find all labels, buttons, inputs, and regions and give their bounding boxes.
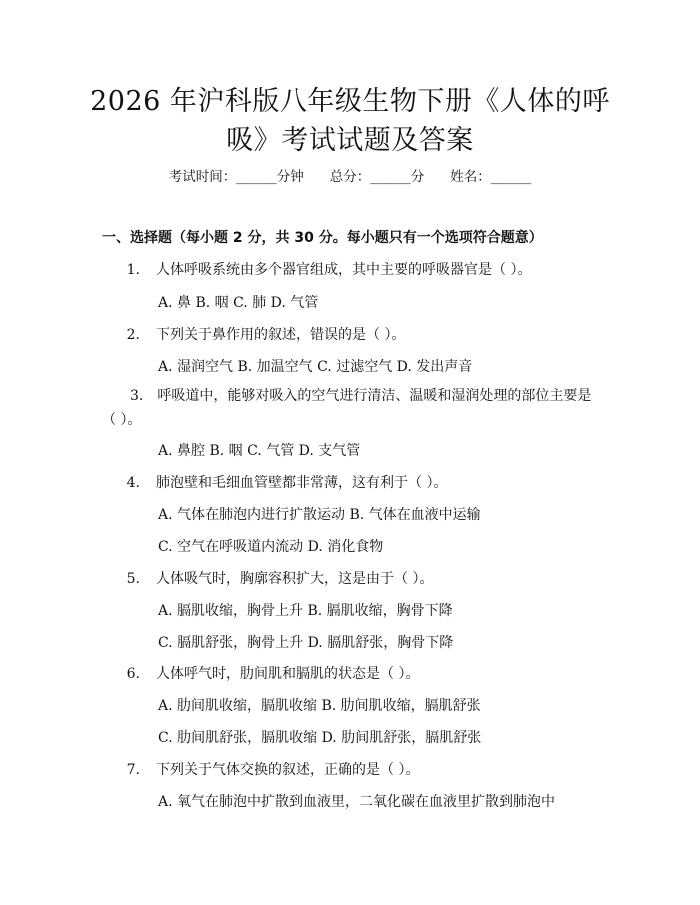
question-7 [100,759,600,781]
question-6 [100,663,600,685]
question-5 [100,568,600,590]
question-text: 呼吸道中，能够对吸入的空气进行清洁、温暖和湿润处理的部位主要是（ ）。 [102,388,592,428]
page-title-line-2: 吸》考试试题及答案 [226,125,474,156]
question-text: 人体呼气时，肋间肌和膈肌的状态是（ ）。 [156,666,420,682]
exam-time-label: 考试时间：______分钟 [168,169,304,185]
question-text: 人体呼吸系统由多个器官组成，其中主要的呼吸器官是（ ）。 [156,262,532,278]
exam-meta [0,166,700,188]
question-text: 下列关于鼻作用的叙述，错误的是（ ）。 [156,327,406,343]
student-name-label: 姓名：______ [450,169,532,185]
question-4-options-line-1: A. 气体在肺泡内进行扩散运动 B. 气体在血液中运输 [158,507,481,523]
question-1 [100,259,600,281]
total-score-label: 总分：______分 [329,169,425,185]
question-7-options-line-1: A. 氧气在肺泡中扩散到血液里，二氧化碳在血液里扩散到肺泡中 [158,794,556,810]
question-3-options: A. 鼻腔 B. 咽 C. 气管 D. 支气管 [158,443,361,459]
question-4-options-line-2: C. 空气在呼吸道内流动 D. 消化食物 [158,539,384,555]
question-6-options-line-1: A. 肋间肌收缩，膈肌收缩 B. 肋间肌收缩，膈肌舒张 [158,698,481,714]
question-text: 下列关于气体交换的叙述，正确的是（ ）。 [156,762,420,778]
question-2-options: A. 湿润空气 B. 加温空气 C. 过滤空气 D. 发出声音 [158,359,473,375]
question-3 [102,384,600,432]
question-2 [100,324,600,346]
question-text: 肺泡壁和毛细血管壁都非常薄，这有利于（ ）。 [156,475,448,491]
question-number: 4. [126,475,140,491]
section-heading-multiple-choice: 一、选择题（每小题 2 分，共 30 分。每小题只有一个选项符合题意） [102,230,543,246]
page-title-line-1: 2026 年沪科版八年级生物下册《人体的呼 [90,86,610,117]
question-text: 人体吸气时，胸廓容积扩大，这是由于（ ）。 [156,571,434,587]
question-number: 6. [126,666,140,682]
question-6-options-line-2: C. 肋间肌舒张，膈肌收缩 D. 肋间肌舒张，膈肌舒张 [158,730,482,746]
question-number: 7. [126,762,140,778]
question-number: 3. [130,388,144,404]
question-5-options-line-1: A. 膈肌收缩，胸骨上升 B. 膈肌收缩，胸骨下降 [158,603,453,619]
question-1-options: A. 鼻 B. 咽 C. 肺 D. 气管 [158,295,319,311]
question-5-options-line-2: C. 膈肌舒张，胸骨上升 D. 膈肌舒张，胸骨下降 [158,635,454,651]
question-number: 2. [126,327,140,343]
question-number: 5. [126,571,140,587]
question-4 [100,472,600,494]
question-number: 1. [126,262,140,278]
